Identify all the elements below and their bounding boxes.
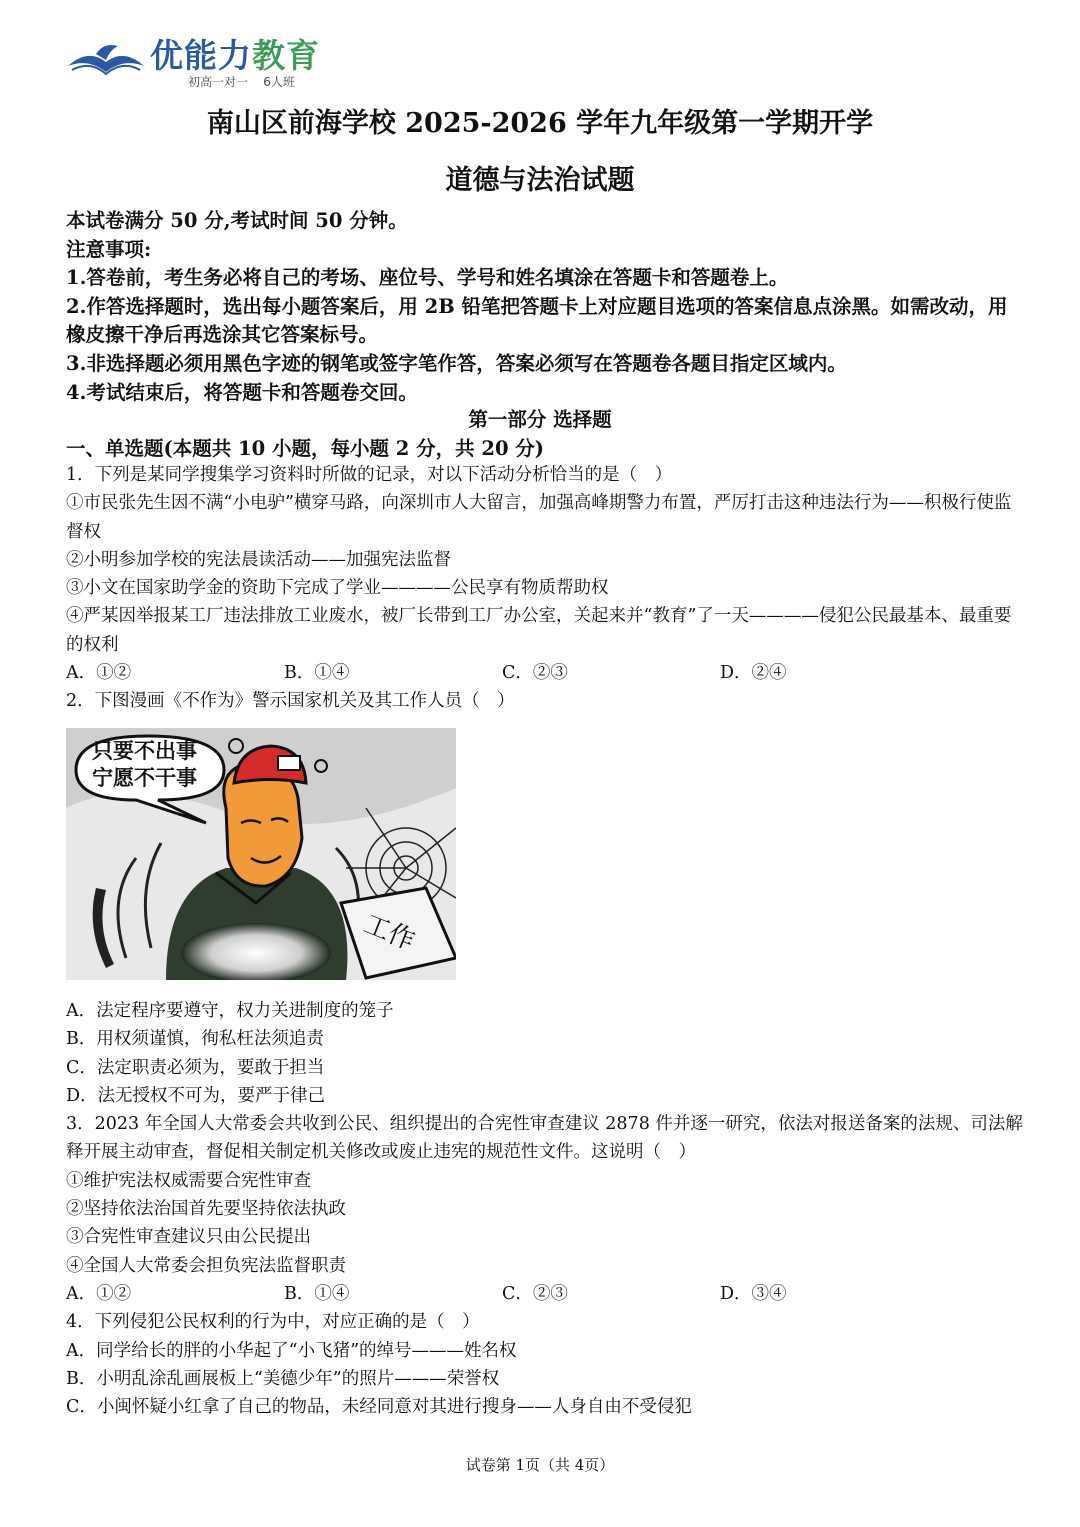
option-d: D．③④ bbox=[720, 1283, 787, 1304]
instruction-line: 注意事项: bbox=[66, 237, 152, 261]
question-item: ②小明参加学校的宪法晨读活动——加强宪法监督 bbox=[66, 549, 451, 570]
option-b: B．①④ bbox=[284, 1283, 350, 1304]
option-b: B．用权须谨慎，徇私枉法须追责 bbox=[66, 1029, 324, 1050]
option-c: C．小闽怀疑小红拿了自己的物品，未经同意对其进行搜身——人身自由不受侵犯 bbox=[66, 1397, 692, 1418]
option-a: A．①② bbox=[66, 1283, 132, 1304]
option-a: A．①② bbox=[66, 663, 132, 684]
book-icon bbox=[66, 40, 146, 80]
speech-bubble-text: 只要不出事 宁愿不干事 bbox=[92, 739, 197, 790]
question-stem: 4．下列侵犯公民权利的行为中，对应正确的是（ ） bbox=[66, 1312, 480, 1333]
option-d: D．法无授权不可为，要严于律己 bbox=[66, 1085, 326, 1106]
question-2-options bbox=[66, 997, 1026, 1421]
exam-instructions bbox=[66, 207, 1026, 407]
option-d: D．②④ bbox=[720, 663, 787, 684]
cartoon-image bbox=[66, 728, 456, 980]
question-stem: 3．2023 年全国人大常委会共收到公民、组织提出的合宪性审查建议 2878 件并逐一研究，依法对报送备案的法规、司法解释开展主动审查，督促相关制定机关修改或废止违宪的规范性文件。这说明（ ） bbox=[66, 1114, 1023, 1163]
page-footer: 试卷第 1页（共 4页） bbox=[465, 1456, 615, 1474]
logo-name: 优能力教育 bbox=[150, 36, 320, 75]
question-item: ①市民张先生因不满“小电驴”横穿马路，向深圳市人大留言，加强高峰期警力布置，严厉打击这种违法行为——积极行使监督权 bbox=[66, 493, 1012, 542]
option-c: C．②③ bbox=[502, 663, 568, 684]
question-item: ④严某因举报某工厂违法排放工业废水，被厂长带到工厂办公室，关起来并“教育”了一天————侵犯公民最基本、最重要的权利 bbox=[66, 606, 1012, 655]
option-row bbox=[66, 659, 1026, 687]
brand-logo bbox=[66, 30, 336, 90]
instruction-line: 1.答卷前，考生务必将自己的考场、座位号、学号和姓名填涂在答题卡和答题卷上。 bbox=[66, 266, 789, 290]
option-row bbox=[66, 1280, 1026, 1308]
option-c: C．②③ bbox=[502, 1283, 568, 1304]
subsection-title: 一、单选题(本题共 10 小题，每小题 2 分，共 20 分) bbox=[66, 437, 545, 460]
instruction-line: 3.非选择题必须用黑色字迹的钢笔或签字笔作答，答案必须写在答题卷各题目指定区域内。 bbox=[66, 351, 847, 375]
question-item: ④全国人大常委会担负宪法监督职责 bbox=[66, 1255, 346, 1276]
instruction-line: 4.考试结束后，将答题卡和答题卷交回。 bbox=[66, 380, 418, 404]
logo-tagline: 初高一对一 6人班 bbox=[188, 75, 295, 89]
question-item: ③合宪性审查建议只由公民提出 bbox=[66, 1227, 311, 1248]
question-item: ①维护宪法权威需要合宪性审查 bbox=[66, 1170, 311, 1191]
question-stem: 2．下图漫画《不作为》警示国家机关及其工作人员（ ） bbox=[66, 691, 515, 712]
question-stem: 1．下列是某同学搜集学习资料时所做的记录，对以下活动分析恰当的是（ ） bbox=[66, 465, 673, 485]
question-1 bbox=[66, 461, 1026, 716]
question-item: ③小文在国家助学金的资助下完成了学业————公民享有物质帮助权 bbox=[66, 578, 609, 599]
option-b: B．小明乱涂乱画展板上“美德少年”的照片———荣誉权 bbox=[66, 1368, 500, 1389]
option-a: A．法定程序要遵守，权力关进制度的笼子 bbox=[66, 1001, 394, 1021]
question-item: ②坚持依法治国首先要坚持依法执政 bbox=[66, 1199, 346, 1220]
option-a: A．同学给长的胖的小华起了“小飞猪”的绰号———姓名权 bbox=[66, 1340, 517, 1361]
option-b: B．①④ bbox=[284, 663, 350, 684]
option-c: C．法定职责必须为，要敢于担当 bbox=[66, 1057, 325, 1078]
instruction-line: 本试卷满分 50 分,考试时间 50 分钟。 bbox=[66, 209, 408, 232]
exam-title-line1: 南山区前海学校 2025-2026 学年九年级第一学期开学 bbox=[206, 108, 874, 139]
instruction-line: 2.作答选择题时，选出每小题答案后，用 2B 铅笔把答题卡上对应题目选项的答案信息点涂黑。如需改动，用橡皮擦干净后再选涂其它答案标号。 bbox=[66, 294, 1008, 347]
section-title: 第一部分 选择题 bbox=[468, 408, 612, 431]
exam-title-line2: 道德与法治试题 bbox=[445, 165, 635, 196]
paper-label: 工作 bbox=[359, 909, 419, 957]
